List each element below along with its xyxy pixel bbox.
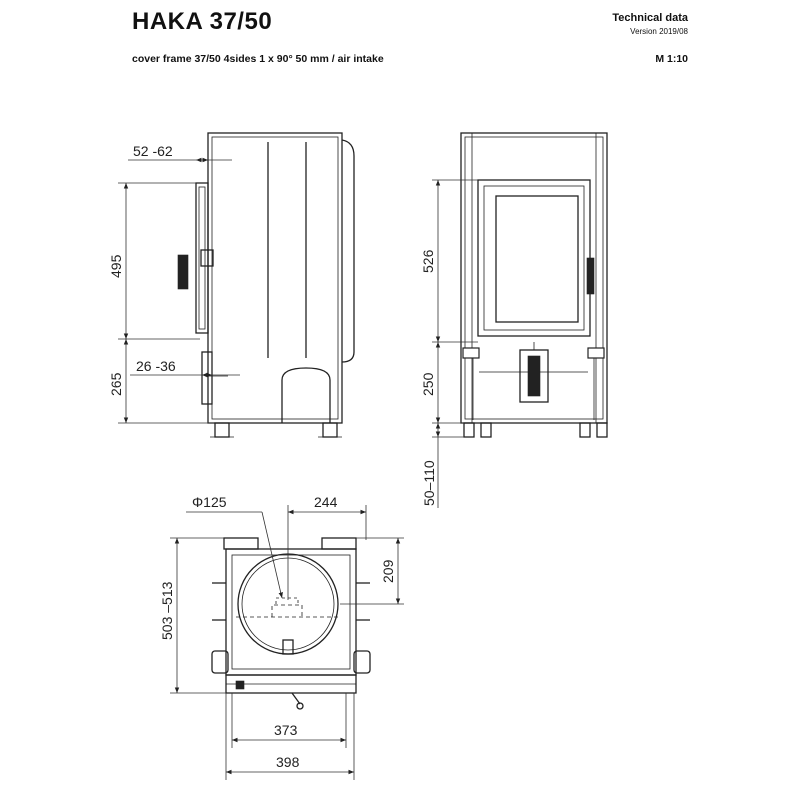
front-foot-1 (464, 423, 474, 437)
front-glass (496, 196, 578, 322)
side-rear-panel (342, 140, 354, 362)
front-foot-2 (481, 423, 491, 437)
dim-base-height: 265 (108, 372, 124, 396)
front-view (420, 133, 607, 508)
dim-inner-width: 373 (274, 722, 298, 738)
dim-door-height: 526 (420, 249, 436, 273)
dim-outer-width: 398 (276, 754, 300, 770)
front-door (478, 180, 590, 336)
side-air-intake (202, 352, 212, 404)
dim-front-base-height: 250 (420, 372, 436, 396)
dim-duct-offset-y: 209 (380, 559, 396, 583)
front-foot-4 (597, 423, 607, 437)
front-handle (587, 258, 594, 294)
scale-label: M 1:10 (655, 53, 688, 65)
side-view (108, 133, 354, 437)
side-body-inner (212, 137, 338, 419)
dim-frame-offset: 52 -62 (133, 143, 173, 159)
side-handle-mount (201, 250, 213, 266)
dim-depth: 503 –513 (159, 581, 175, 640)
dim-firebox-height: 495 (108, 254, 124, 278)
side-handle (178, 255, 188, 289)
front-foot-3 (580, 423, 590, 437)
dim-duct-offset-x: 244 (314, 494, 338, 510)
side-foot-rear (323, 423, 337, 437)
side-body (208, 133, 342, 423)
dim-duct-diameter: Φ125 (192, 494, 227, 510)
version-label: Version 2019/08 (630, 27, 688, 36)
side-arch-cutout (282, 368, 330, 423)
side-door-panel (196, 183, 208, 333)
page-title: HAKA 37/50 (132, 8, 273, 35)
top-body (226, 549, 356, 675)
technical-data-label: Technical data (612, 12, 688, 24)
dim-intake-offset: 26 -36 (136, 358, 176, 374)
side-foot-front (215, 423, 229, 437)
top-view (159, 494, 404, 780)
page-subtitle: cover frame 37/50 4sides 1 x 90° 50 mm / air intake (132, 53, 384, 65)
dim-foot-range: 50–110 (421, 460, 437, 506)
